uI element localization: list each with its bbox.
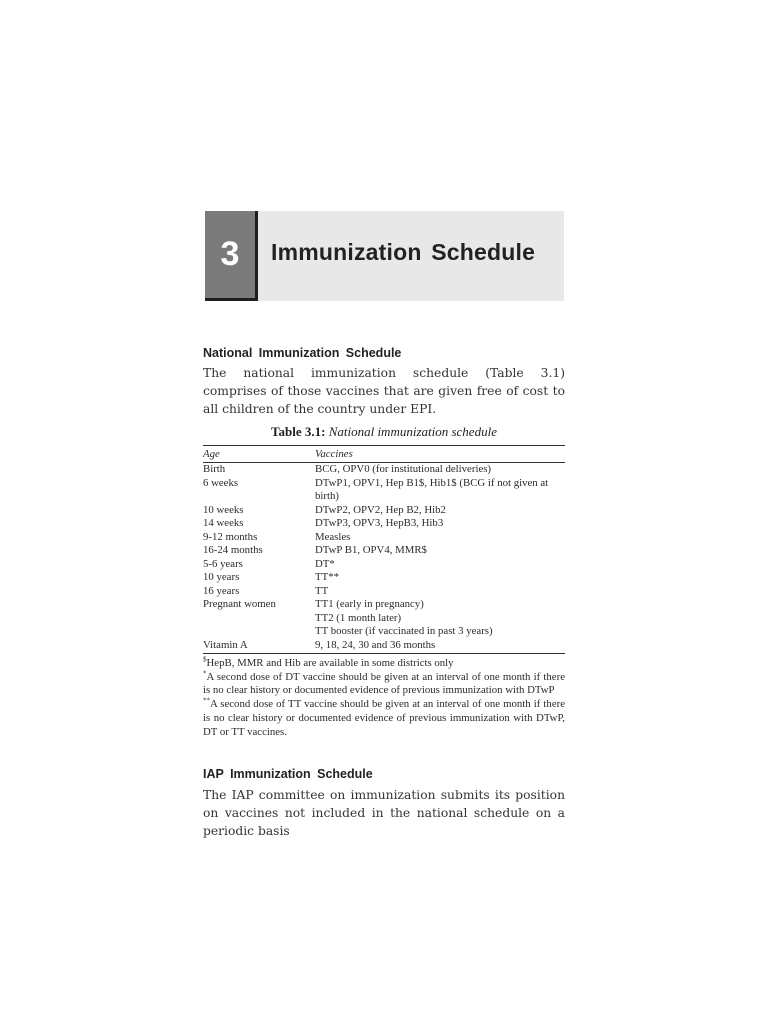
cell-vaccines: Measles (315, 530, 351, 543)
table-row (203, 531, 565, 545)
chapter-title: Immunization Schedule (271, 239, 536, 265)
footnote-mark: * (203, 669, 207, 678)
cell-vaccines: TT** (315, 571, 339, 583)
cell-vaccines: TT booster (if vaccinated in past 3 years) (315, 625, 493, 637)
table-row (203, 585, 565, 599)
cell-age: 6 weeks (203, 476, 239, 489)
table-row (203, 625, 565, 639)
cell-age: Birth (203, 463, 226, 475)
cell-vaccines: DTwP2, OPV2, Hep B2, Hib2 (315, 503, 446, 516)
footnote-text: HepB, MMR and Hib are available in some districts only (206, 657, 454, 669)
table-row (203, 477, 565, 504)
column-header-vaccines: Vaccines (315, 446, 565, 463)
cell-vaccines: DTwP3, OPV3, HepB3, Hib3 (315, 517, 444, 529)
table-label: Table 3.1: (271, 424, 326, 439)
chapter-number: 3 (205, 211, 258, 301)
footnote-text: A second dose of DT vaccine should be given at an interval of one month if there is no clear history or documented evidence of previous immunization with DTwP (203, 670, 565, 697)
table-footnotes (203, 657, 565, 739)
table-row (203, 598, 565, 612)
cell-age: 10 years (203, 571, 240, 583)
table-row (203, 517, 565, 531)
cell-age: 16-24 months (203, 544, 263, 556)
cell-vaccines: TT (315, 584, 329, 597)
footnote (203, 671, 565, 698)
cell-age: 10 weeks (203, 503, 244, 516)
section-paragraph-national: The national immunization schedule (Table 3.1) comprises of those vaccines that are given free of cost to all children of the country under EPI. (203, 366, 565, 416)
section-heading-iap: IAP Immunization Schedule (203, 767, 373, 781)
table-row (203, 571, 565, 585)
footnote-mark: $ (203, 655, 207, 664)
cell-vaccines: TT2 (1 month later) (315, 611, 402, 624)
footnote-text: A second dose of TT vaccine should be given at an interval of one month if there is no clear history or documented evidence of previous immunization with DTwP, DT or TT vaccines. (203, 698, 565, 738)
column-header-age: Age (203, 446, 315, 463)
section-heading-national: National Immunization Schedule (203, 346, 402, 360)
table-caption (203, 424, 565, 440)
table-row (203, 504, 565, 518)
schedule-table (203, 445, 565, 654)
cell-vaccines: 9, 18, 24, 30 and 36 months (315, 639, 565, 654)
table-header-row (203, 446, 565, 463)
table-row (203, 612, 565, 626)
cell-vaccines: TT1 (early in pregnancy) (315, 598, 424, 610)
chapter-header (205, 211, 564, 301)
table-row (203, 639, 565, 654)
footnote (203, 657, 565, 671)
cell-age: Vitamin A (203, 639, 315, 654)
cell-vaccines: BCG, OPV0 (for institutional deliveries) (315, 463, 492, 475)
footnote-mark: ** (203, 696, 210, 705)
cell-age: Pregnant women (203, 598, 276, 610)
section-paragraph-iap: The IAP committee on immunization submits its position on vaccines not included in the national schedule on a periodic basis (203, 788, 565, 838)
table-title: National immunization schedule (328, 424, 497, 439)
table-row (203, 558, 565, 572)
table-row (203, 544, 565, 558)
footnote (203, 698, 565, 739)
cell-vaccines: DT* (315, 557, 335, 570)
cell-vaccines: DTwP B1, OPV4, MMR$ (315, 544, 427, 556)
cell-age (203, 612, 315, 626)
cell-vaccines: DTwP1, OPV1, Hep B1$, Hib1$ (BCG if not given at birth) (315, 476, 549, 502)
cell-age (203, 625, 315, 639)
cell-age: 14 weeks (203, 517, 244, 529)
table-row (203, 463, 565, 477)
cell-age: 9-12 months (203, 530, 258, 543)
cell-age: 5-6 years (203, 557, 243, 570)
cell-age: 16 years (203, 584, 240, 597)
